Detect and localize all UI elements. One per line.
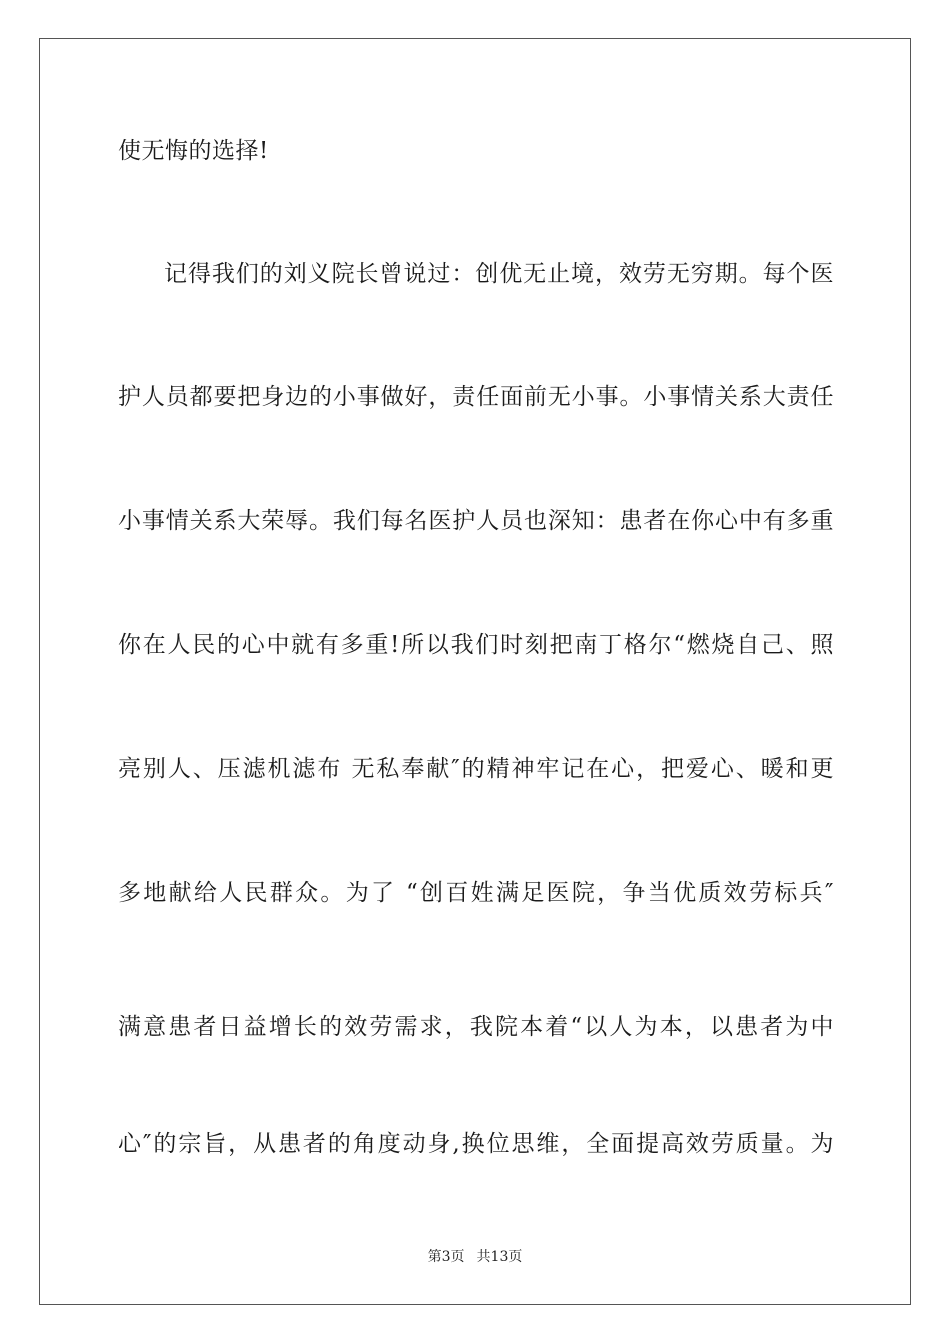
text-line-4: 小事情关系大荣辱。我们每名医护人员也深知：患者在你心中有多重 [118,508,834,534]
text-line-5: 你在人民的心中就有多重!所以我们时刻把南丁格尔“燃烧自己、照 [118,632,834,658]
text-line-2: 记得我们的刘义院长曾说过：创优无止境，效劳无穷期。每个医 [164,261,834,287]
page-border [39,38,911,1305]
page-footer [0,1248,950,1266]
page-number: 第3页 [427,1249,465,1265]
text-line-6: 亮别人、压滤机滤布 无私奉献″的精神牢记在心，把爱心、暖和更 [118,756,834,782]
text-line-8: 满意患者日益增长的效劳需求，我院本着“以人为本，以患者为中 [118,1014,834,1040]
text-line-1: 使无悔的选择! [118,138,269,164]
text-line-9: 心″的宗旨，从患者的角度动身,换位思维，全面提高效劳质量。为 [118,1131,834,1157]
page-total: 共13页 [476,1249,523,1265]
text-line-3: 护人员都要把身边的小事做好，责任面前无小事。小事情关系大责任 [118,384,834,410]
text-line-7: 多地献给人民群众。为了 “创百姓满足医院，争当优质效劳标兵″ [118,880,834,906]
